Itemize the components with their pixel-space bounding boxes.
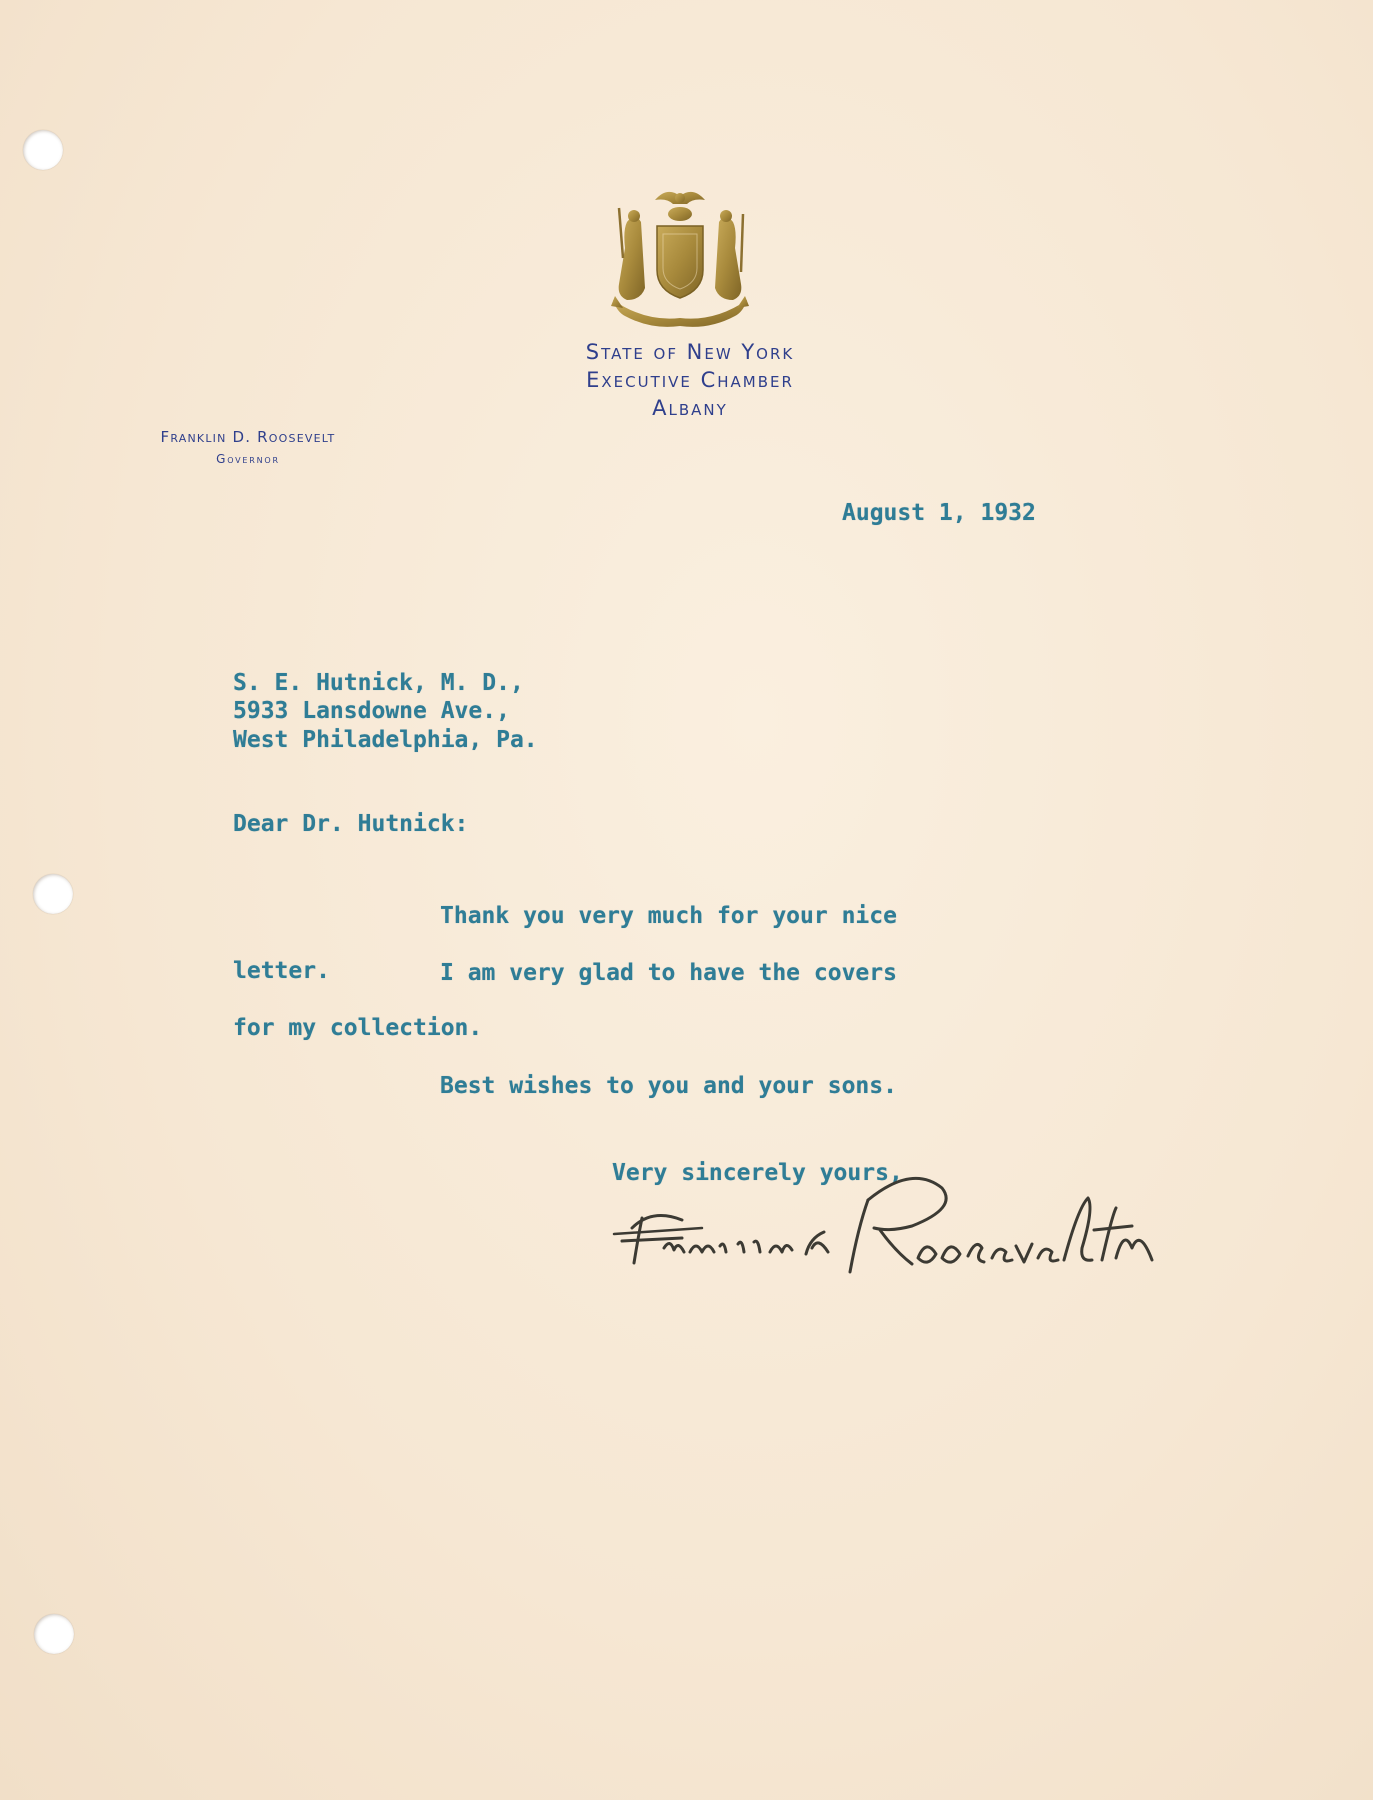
recipient-line-2: 5933 Lansdowne Ave., [233, 698, 510, 724]
punch-hole-middle [33, 874, 73, 914]
new-york-state-seal-icon [605, 178, 755, 328]
body-paragraph-1-line-3: for my collection. [233, 1015, 483, 1041]
salutation: Dear Dr. Hutnick: [233, 811, 469, 837]
body-paragraph-1-line-2a: letter. [233, 958, 330, 984]
signature [612, 1168, 1222, 1298]
body-paragraph-2: Best wishes to you and your sons. [440, 1073, 897, 1099]
letterhead-state: State of New York [585, 340, 795, 364]
closing: Very sincerely yours, [612, 1160, 903, 1186]
recipient-line-3: West Philadelphia, Pa. [233, 727, 538, 753]
body-paragraph-1-line-2b: I am very glad to have the covers [440, 960, 897, 986]
punch-hole-bottom [34, 1614, 74, 1654]
letter-date: August 1, 1932 [842, 500, 1036, 526]
letterhead-city: Albany [652, 396, 728, 420]
sender-title: Governor [216, 452, 280, 466]
sender-name: Franklin D. Roosevelt [160, 428, 336, 446]
letterhead [480, 338, 900, 422]
body-paragraph-1-line-1: Thank you very much for your nice [440, 903, 897, 929]
letterhead-chamber: Executive Chamber [586, 368, 794, 392]
recipient-line-1: S. E. Hutnick, M. D., [233, 670, 524, 696]
sender-block [118, 426, 378, 470]
punch-hole-top [23, 130, 63, 170]
